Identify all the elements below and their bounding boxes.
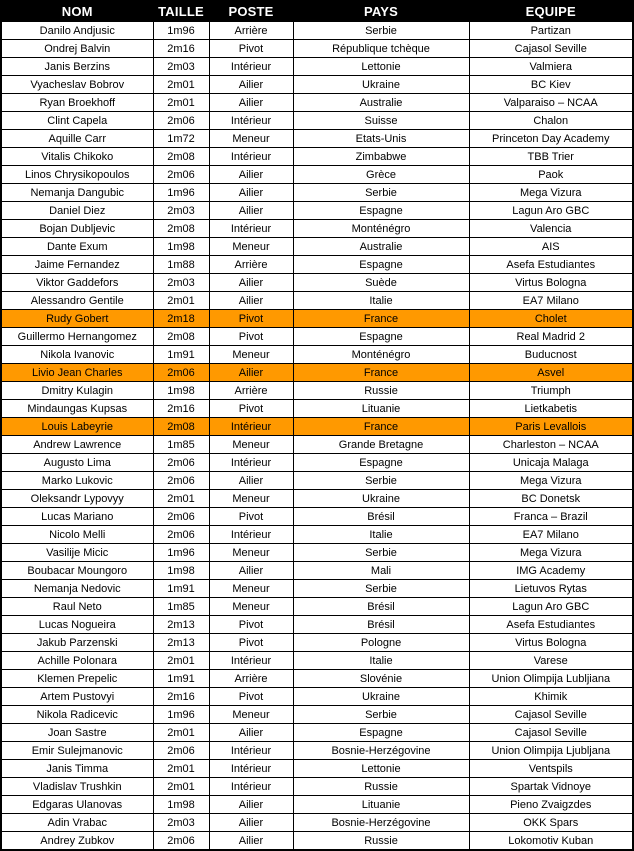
cell-team: Pieno Zvaigzdes [469,796,633,814]
cell-height: 1m96 [153,544,209,562]
table-row [1,778,633,796]
table-row [1,130,633,148]
cell-team: Asvel [469,364,633,382]
cell-height: 2m13 [153,616,209,634]
cell-height: 2m16 [153,40,209,58]
cell-height: 1m98 [153,562,209,580]
cell-height: 2m06 [153,166,209,184]
cell-position: Intérieur [209,652,293,670]
cell-position: Ailier [209,292,293,310]
cell-team: Valmiera [469,58,633,76]
cell-name: Lucas Nogueira [1,616,153,634]
cell-position: Meneur [209,544,293,562]
cell-height: 2m18 [153,310,209,328]
cell-name: Adin Vrabac [1,814,153,832]
cell-country: Grande Bretagne [293,436,469,454]
table-row [1,796,633,814]
table-row [1,580,633,598]
cell-position: Ailier [209,76,293,94]
table-row [1,76,633,94]
cell-name: Livio Jean Charles [1,364,153,382]
table-row [1,490,633,508]
cell-team: Real Madrid 2 [469,328,633,346]
cell-position: Pivot [209,310,293,328]
cell-height: 2m13 [153,634,209,652]
cell-position: Arrière [209,670,293,688]
cell-height: 1m91 [153,580,209,598]
table-row [1,742,633,760]
cell-team: Charleston – NCAA [469,436,633,454]
table-row [1,202,633,220]
cell-country: France [293,364,469,382]
cell-height: 2m06 [153,832,209,851]
cell-height: 2m16 [153,688,209,706]
cell-country: Espagne [293,328,469,346]
cell-team: IMG Academy [469,562,633,580]
cell-name: Vladislav Trushkin [1,778,153,796]
cell-name: Daniel Diez [1,202,153,220]
cell-country: Etats-Unis [293,130,469,148]
cell-team: Buducnost [469,346,633,364]
cell-team: AIS [469,238,633,256]
cell-height: 1m98 [153,238,209,256]
cell-height: 2m03 [153,202,209,220]
table-row [1,310,633,328]
cell-country: Espagne [293,202,469,220]
cell-position: Meneur [209,598,293,616]
cell-name: Ondrej Balvin [1,40,153,58]
cell-country: Lituanie [293,796,469,814]
cell-country: Pologne [293,634,469,652]
cell-country: Russie [293,778,469,796]
table-row [1,166,633,184]
cell-position: Pivot [209,328,293,346]
cell-team: Lietuvos Rytas [469,580,633,598]
cell-height: 1m85 [153,436,209,454]
cell-team: Cajasol Seville [469,706,633,724]
cell-country: Bosnie-Herzégovine [293,814,469,832]
cell-position: Meneur [209,580,293,598]
cell-country: Mali [293,562,469,580]
cell-position: Arrière [209,22,293,40]
cell-position: Pivot [209,400,293,418]
cell-team: Paok [469,166,633,184]
cell-team: Partizan [469,22,633,40]
cell-country: Monténégro [293,220,469,238]
cell-country: Bosnie-Herzégovine [293,742,469,760]
table-row [1,544,633,562]
cell-team: Asefa Estudiantes [469,256,633,274]
cell-country: Espagne [293,724,469,742]
table-row [1,256,633,274]
cell-position: Intérieur [209,112,293,130]
cell-name: Clint Capela [1,112,153,130]
cell-position: Ailier [209,94,293,112]
cell-country: Monténégro [293,346,469,364]
cell-position: Ailier [209,814,293,832]
cell-country: Lettonie [293,760,469,778]
cell-position: Ailier [209,274,293,292]
table-row [1,526,633,544]
cell-height: 2m01 [153,724,209,742]
table-row [1,418,633,436]
table-row [1,382,633,400]
cell-name: Dante Exum [1,238,153,256]
cell-team: Asefa Estudiantes [469,616,633,634]
table-row [1,400,633,418]
cell-country: Slovénie [293,670,469,688]
cell-team: Spartak Vidnoye [469,778,633,796]
cell-team: Varese [469,652,633,670]
cell-position: Arrière [209,382,293,400]
cell-country: Lettonie [293,58,469,76]
cell-name: Ryan Broekhoff [1,94,153,112]
cell-name: Jakub Parzenski [1,634,153,652]
cell-country: Serbie [293,22,469,40]
cell-name: Guillermo Hernangomez [1,328,153,346]
cell-team: Valencia [469,220,633,238]
cell-team: Mega Vizura [469,544,633,562]
cell-position: Meneur [209,238,293,256]
cell-position: Ailier [209,166,293,184]
table-row [1,94,633,112]
cell-team: Lagun Aro GBC [469,598,633,616]
cell-country: France [293,310,469,328]
cell-position: Intérieur [209,526,293,544]
cell-team: Mega Vizura [469,184,633,202]
cell-height: 2m01 [153,292,209,310]
cell-country: Ukraine [293,490,469,508]
cell-team: Virtus Bologna [469,274,633,292]
cell-team: Ventspils [469,760,633,778]
column-header-country: PAYS [293,1,469,22]
cell-height: 2m01 [153,760,209,778]
cell-team: Virtus Bologna [469,634,633,652]
column-header-position: POSTE [209,1,293,22]
cell-country: Australie [293,238,469,256]
cell-position: Meneur [209,346,293,364]
cell-position: Intérieur [209,220,293,238]
cell-position: Intérieur [209,742,293,760]
header-row [1,1,633,22]
cell-position: Intérieur [209,778,293,796]
cell-position: Meneur [209,436,293,454]
cell-height: 2m06 [153,526,209,544]
cell-height: 2m06 [153,742,209,760]
cell-height: 1m72 [153,130,209,148]
cell-team: Cholet [469,310,633,328]
table-row [1,706,633,724]
table-header [1,1,633,22]
cell-name: Raul Neto [1,598,153,616]
cell-height: 2m08 [153,220,209,238]
cell-team: Khimik [469,688,633,706]
cell-height: 2m08 [153,328,209,346]
table-row [1,238,633,256]
cell-height: 1m96 [153,184,209,202]
cell-name: Oleksandr Lypovyy [1,490,153,508]
cell-country: Suède [293,274,469,292]
table-row [1,616,633,634]
table-row [1,220,633,238]
cell-team: Paris Levallois [469,418,633,436]
cell-height: 1m98 [153,382,209,400]
cell-height: 2m08 [153,418,209,436]
cell-height: 1m88 [153,256,209,274]
table-row [1,22,633,40]
cell-position: Ailier [209,364,293,382]
cell-team: Triumph [469,382,633,400]
table-row [1,652,633,670]
cell-country: Suisse [293,112,469,130]
cell-country: Italie [293,652,469,670]
table-row [1,454,633,472]
cell-name: Nikola Radicevic [1,706,153,724]
cell-name: Jaime Fernandez [1,256,153,274]
cell-team: OKK Spars [469,814,633,832]
cell-name: Andrey Zubkov [1,832,153,851]
cell-height: 2m01 [153,652,209,670]
cell-team: Valparaiso – NCAA [469,94,633,112]
column-header-height: TAILLE [153,1,209,22]
cell-name: Mindaungas Kupsas [1,400,153,418]
cell-team: Franca – Brazil [469,508,633,526]
cell-country: République tchèque [293,40,469,58]
cell-height: 1m91 [153,670,209,688]
table-row [1,508,633,526]
cell-position: Arrière [209,256,293,274]
table-row [1,346,633,364]
column-header-team: EQUIPE [469,1,633,22]
cell-position: Ailier [209,472,293,490]
cell-team: Chalon [469,112,633,130]
cell-name: Nemanja Dangubic [1,184,153,202]
cell-height: 2m01 [153,94,209,112]
table-row [1,832,633,851]
cell-country: Brésil [293,616,469,634]
cell-name: Vitalis Chikoko [1,148,153,166]
cell-country: Lituanie [293,400,469,418]
table-row [1,634,633,652]
cell-height: 2m01 [153,76,209,94]
cell-team: BC Donetsk [469,490,633,508]
cell-name: Aquille Carr [1,130,153,148]
cell-country: Russie [293,382,469,400]
cell-height: 2m06 [153,112,209,130]
cell-height: 2m03 [153,274,209,292]
cell-name: Bojan Dubljevic [1,220,153,238]
column-header-name: NOM [1,1,153,22]
cell-name: Artem Pustovyi [1,688,153,706]
cell-position: Intérieur [209,760,293,778]
cell-position: Pivot [209,616,293,634]
table-row [1,40,633,58]
cell-name: Louis Labeyrie [1,418,153,436]
cell-position: Ailier [209,796,293,814]
cell-team: Cajasol Seville [469,40,633,58]
table-row [1,274,633,292]
cell-height: 2m16 [153,400,209,418]
cell-name: Emir Sulejmanovic [1,742,153,760]
cell-team: BC Kiev [469,76,633,94]
cell-position: Meneur [209,490,293,508]
table-row [1,112,633,130]
cell-name: Augusto Lima [1,454,153,472]
cell-height: 2m06 [153,364,209,382]
table-row [1,814,633,832]
cell-height: 2m06 [153,454,209,472]
cell-name: Janis Timma [1,760,153,778]
table-row [1,670,633,688]
cell-name: Nemanja Nedovic [1,580,153,598]
cell-height: 1m91 [153,346,209,364]
cell-position: Intérieur [209,58,293,76]
cell-name: Klemen Prepelic [1,670,153,688]
table-row [1,292,633,310]
table-body [1,22,633,851]
cell-position: Meneur [209,706,293,724]
cell-country: Serbie [293,472,469,490]
cell-height: 1m96 [153,706,209,724]
table-row [1,688,633,706]
cell-position: Pivot [209,634,293,652]
cell-team: Princeton Day Academy [469,130,633,148]
cell-height: 2m01 [153,778,209,796]
table-row [1,724,633,742]
table-row [1,598,633,616]
cell-height: 2m08 [153,148,209,166]
cell-position: Pivot [209,508,293,526]
cell-country: Italie [293,526,469,544]
cell-position: Intérieur [209,418,293,436]
cell-name: Edgaras Ulanovas [1,796,153,814]
cell-name: Dmitry Kulagin [1,382,153,400]
cell-country: Serbie [293,544,469,562]
cell-country: Serbie [293,580,469,598]
table-row [1,472,633,490]
cell-name: Lucas Mariano [1,508,153,526]
cell-country: Italie [293,292,469,310]
cell-name: Linos Chrysikopoulos [1,166,153,184]
table-row [1,184,633,202]
cell-position: Intérieur [209,148,293,166]
cell-position: Ailier [209,184,293,202]
cell-position: Pivot [209,688,293,706]
cell-name: Viktor Gaddefors [1,274,153,292]
cell-position: Meneur [209,130,293,148]
cell-team: Union Olimpija Lubljiana [469,670,633,688]
cell-name: Janis Berzins [1,58,153,76]
cell-team: Cajasol Seville [469,724,633,742]
cell-height: 2m03 [153,814,209,832]
cell-country: Ukraine [293,688,469,706]
cell-team: EA7 Milano [469,292,633,310]
cell-team: Lietkabetis [469,400,633,418]
cell-name: Marko Lukovic [1,472,153,490]
cell-position: Ailier [209,202,293,220]
cell-team: TBB Trier [469,148,633,166]
cell-country: Russie [293,832,469,851]
cell-name: Rudy Gobert [1,310,153,328]
cell-country: Serbie [293,706,469,724]
cell-name: Vyacheslav Bobrov [1,76,153,94]
table-row [1,760,633,778]
cell-height: 2m06 [153,472,209,490]
cell-height: 1m85 [153,598,209,616]
cell-country: Grèce [293,166,469,184]
cell-position: Intérieur [209,454,293,472]
cell-team: EA7 Milano [469,526,633,544]
cell-name: Andrew Lawrence [1,436,153,454]
table-row [1,58,633,76]
cell-country: Espagne [293,256,469,274]
cell-height: 1m96 [153,22,209,40]
cell-country: France [293,418,469,436]
cell-name: Boubacar Moungoro [1,562,153,580]
table-row [1,364,633,382]
table-row [1,148,633,166]
cell-position: Ailier [209,724,293,742]
table-row [1,328,633,346]
cell-name: Joan Sastre [1,724,153,742]
cell-height: 2m06 [153,508,209,526]
cell-name: Vasilije Micic [1,544,153,562]
cell-country: Serbie [293,184,469,202]
cell-name: Alessandro Gentile [1,292,153,310]
cell-height: 2m01 [153,490,209,508]
cell-position: Pivot [209,40,293,58]
cell-position: Ailier [209,562,293,580]
cell-name: Nikola Ivanovic [1,346,153,364]
table-row [1,562,633,580]
cell-name: Danilo Andjusic [1,22,153,40]
cell-name: Achille Polonara [1,652,153,670]
cell-team: Mega Vizura [469,472,633,490]
cell-height: 2m03 [153,58,209,76]
cell-team: Lagun Aro GBC [469,202,633,220]
cell-team: Lokomotiv Kuban [469,832,633,851]
cell-country: Brésil [293,598,469,616]
cell-team: Unicaja Malaga [469,454,633,472]
cell-position: Ailier [209,832,293,851]
table-row [1,436,633,454]
cell-country: Ukraine [293,76,469,94]
cell-team: Union Olimpija Ljubljana [469,742,633,760]
cell-country: Australie [293,94,469,112]
cell-height: 1m98 [153,796,209,814]
cell-country: Zimbabwe [293,148,469,166]
cell-country: Espagne [293,454,469,472]
cell-name: Nicolo Melli [1,526,153,544]
cell-country: Brésil [293,508,469,526]
